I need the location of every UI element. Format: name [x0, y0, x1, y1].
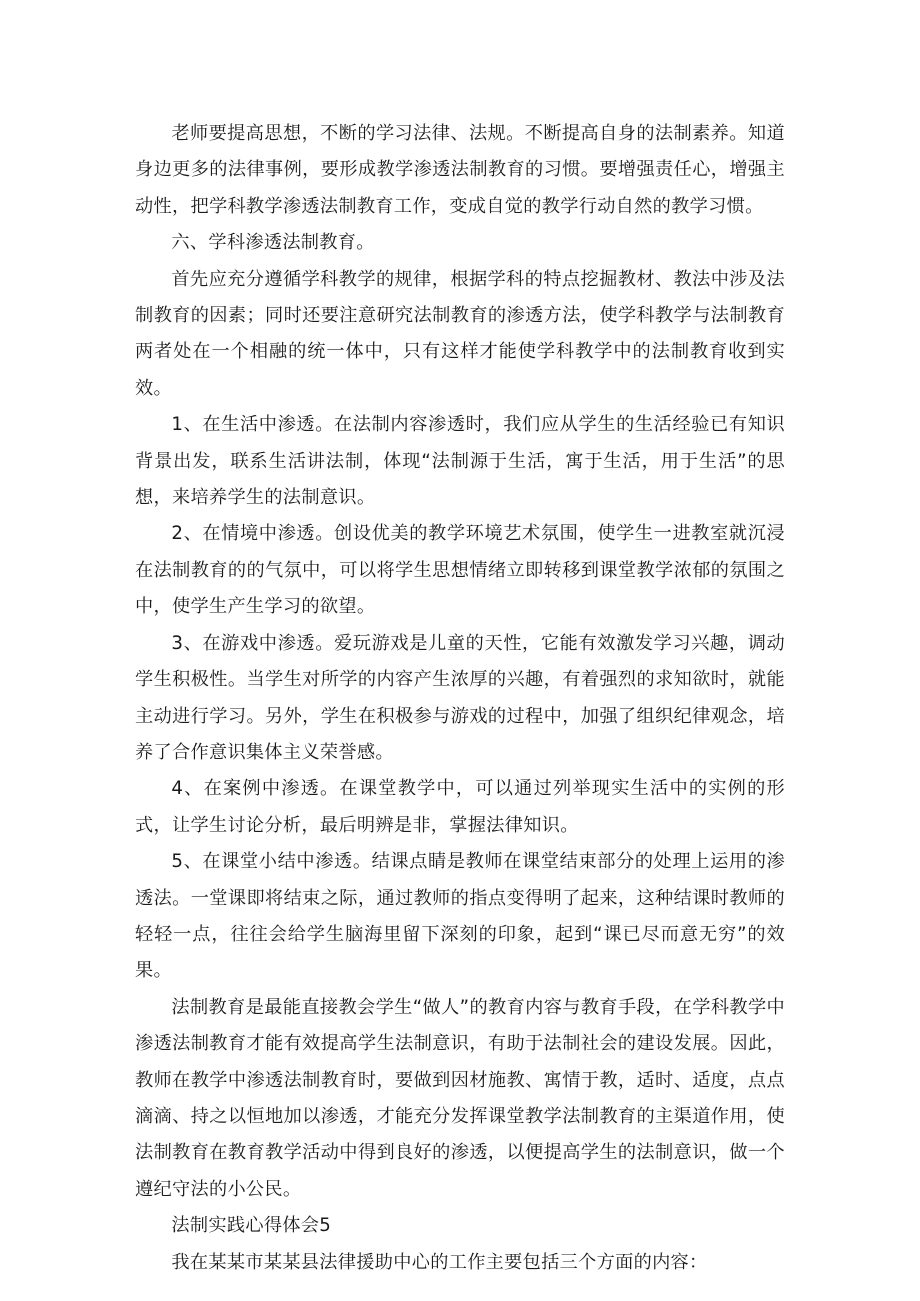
list-item: 1、在生活中渗透。在法制内容渗透时，我们应从学生的生活经验已有知识背景出发，联系生活讲法制，体现“法制源于生活，寓于生活，用于生活”的思想，来培养学生的法制意识。 [135, 414, 785, 509]
article-title: 法制实践心得体会5 [171, 1215, 332, 1237]
paragraph: 首先应充分遵循学科教学的规律，根据学科的特点挖掘教材、教法中涉及法制教育的因素；同时还要注意研究法制教育的渗透方法，使学科教学与法制教育两者处在一个相融的统一体中，只有这样才能使学科教学中的法制教育收到实效。 [135, 268, 785, 399]
document-body [135, 116, 785, 1281]
list-item: 2、在情境中渗透。创设优美的教学环境艺术氛围，使学生一进教室就沉浸在法制教育的的气氛中，可以将学生思想情绪立即转移到课堂教学浓郁的氛围之中，使学生产生学习的欲望。 [135, 523, 785, 618]
paragraph: 老师要提高思想，不断的学习法律、法规。不断提高自身的法制素养。知道身边更多的法律事例，要形成教学渗透法制教育的习惯。要增强责任心，增强主动性，把学科教学渗透法制教育工作，变成自觉的教学行动自然的教学习惯。 [135, 123, 785, 217]
paragraph: 我在某某市某某县法律援助中心的工作主要包括三个方面的内容： [171, 1251, 708, 1273]
paragraph: 法制教育是最能直接教会学生“做人”的教育内容与教育手段，在学科教学中渗透法制教育才能有效提高学生法制意识，有助于法制社会的建设发展。因此，教师在教学中渗透法制教育时，要做到因材施教、寓情于教，适时、适度，点点滴滴、持之以恒地加以渗透，才能充分发挥课堂教学法制教育的主渠道作用，使法制教育在教育教学活动中得到良好的渗透，以便提高学生的法制意识，做一个遵纪守法的小公民。 [135, 996, 785, 1200]
list-item: 3、在游戏中渗透。爱玩游戏是儿童的天性，它能有效激发学习兴趣，调动学生积极性。当学生对所学的内容产生浓厚的兴趣，有着强烈的求知欲时，就能主动进行学习。另外，学生在积极参与游戏的过程中，加强了组织纪律观念，培养了合作意识集体主义荣誉感。 [135, 632, 785, 763]
list-item: 5、在课堂小结中渗透。结课点睛是教师在课堂结束部分的处理上运用的渗透法。一堂课即将结束之际，通过教师的指点变得明了起来，这种结课时教师的轻轻一点，往往会给学生脑海里留下深刻的印象，起到“课已尽而意无穷”的效果。 [135, 851, 785, 982]
section-heading: 六、学科渗透法制教育。 [171, 232, 375, 254]
list-item: 4、在案例中渗透。在课堂教学中，可以通过列举现实生活中的实例的形式，让学生讨论分析，最后明辨是非，掌握法律知识。 [135, 778, 785, 836]
